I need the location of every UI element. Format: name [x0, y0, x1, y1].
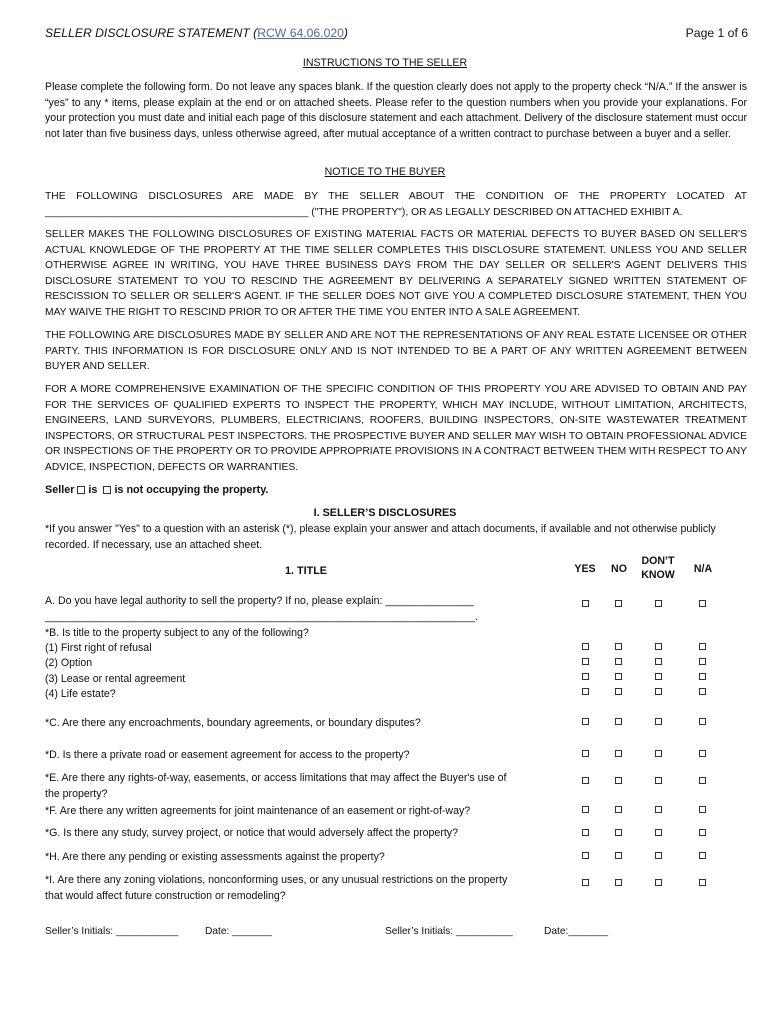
- col-dont-know-line2: KNOW: [641, 569, 675, 581]
- b4-yes-checkbox[interactable]: [582, 688, 589, 695]
- b1-yes-checkbox[interactable]: [582, 643, 589, 650]
- c-dont-know-checkbox[interactable]: [655, 718, 662, 725]
- b2-no-checkbox[interactable]: [615, 658, 622, 665]
- h-yes-checkbox[interactable]: [582, 852, 589, 859]
- h-no-checkbox[interactable]: [615, 852, 622, 859]
- i-dont-know-checkbox[interactable]: [655, 879, 662, 886]
- instructions-heading: INSTRUCTIONS TO THE SELLER: [302, 57, 468, 69]
- e-dont-know-checkbox[interactable]: [655, 777, 662, 784]
- b4-na-checkbox[interactable]: [699, 688, 706, 695]
- b1-no-checkbox[interactable]: [615, 643, 622, 650]
- seller-initials-1[interactable]: Seller’s Initials: ___________: [45, 926, 179, 937]
- d-na-checkbox[interactable]: [699, 750, 706, 757]
- question-b: *B. Is title to the property subject to any of the following?: [45, 627, 309, 639]
- e-no-checkbox[interactable]: [615, 777, 622, 784]
- b2-dont-know-checkbox[interactable]: [655, 658, 662, 665]
- question-h: *H. Are there any pending or existing assessments against the property?: [45, 851, 385, 863]
- notice-heading: NOTICE TO THE BUYER: [324, 166, 446, 178]
- seller-initials-2[interactable]: Seller’s Initials: __________: [385, 926, 513, 937]
- b4-no-checkbox[interactable]: [615, 688, 622, 695]
- b3-yes-checkbox[interactable]: [582, 673, 589, 680]
- e-yes-checkbox[interactable]: [582, 777, 589, 784]
- col-yes: YES: [574, 563, 596, 575]
- d-no-checkbox[interactable]: [615, 750, 622, 757]
- title-subsection-heading: 1. TITLE: [285, 565, 327, 577]
- notice-p2: SELLER MAKES THE FOLLOWING DISCLOSURES OF EXISTING MATERIAL FACTS OR MATERIAL DEFECTS TO BUYER BASED ON SELLER'S ACTUAL KNOWLEDGE OF THE PROPERTY AT THE TIME SELLER COMPLETES THIS DISCLOSURE STATEMENT. UNLESS YOU AND SELLER OTHERWISE AGREE IN WRITING, YOU HAVE THREE BUSINESS DAYS FROM THE DAY SELLER OR SELLER'S AGENT DELIVERS THIS DISCLOSURE STATEMENT TO YOU TO RESCIND THE AGREEMENT BY DELIVERING A SEPARATELY SIGNED WRITTEN STATEMENT OF RESCISSION TO SELLER OR SELLER'S AGENT. IF THE SELLER DOES NOT GIVE YOU A COMPLETED DISCLOSURE STATEMENT, THEN YOU MAY WAIVE THE RIGHT TO RESCIND PRIOR TO OR AFTER THE TIME YOU ENTER INTO A SALE AGREEMENT.: [45, 229, 747, 318]
- i-yes-checkbox[interactable]: [582, 879, 589, 886]
- question-g: *G. Is there any study, survey project, or notice that would adversely affect the property?: [45, 827, 458, 839]
- d-dont-know-checkbox[interactable]: [655, 750, 662, 757]
- title-text: SELLER DISCLOSURE STATEMENT: [45, 26, 250, 40]
- question-e-line1: *E. Are there any rights-of-way, easements, or access limitations that may affect the Buyer's use of: [45, 772, 507, 784]
- b2-na-checkbox[interactable]: [699, 658, 706, 665]
- c-no-checkbox[interactable]: [615, 718, 622, 725]
- section-intro: *If you answer "Yes" to a question with an asterisk (*), please explain your answer and attach documents, if available and not otherwise publicly recorded. If necessary, use an attached sheet.: [45, 523, 716, 551]
- col-dont-know-line1: DON’T: [641, 555, 675, 567]
- question-c: *C. Are there any encroachments, boundary agreements, or boundary disputes?: [45, 717, 421, 729]
- page-number: Page 1 of 6: [685, 26, 748, 40]
- date-1[interactable]: Date: _______: [205, 926, 272, 937]
- question-b2: (2) Option: [45, 657, 93, 669]
- notice-p3: THE FOLLOWING ARE DISCLOSURES MADE BY SELLER AND ARE NOT THE REPRESENTATIONS OF ANY REAL ESTATE LICENSEE OR OTHER PARTY. THIS INFORMATION IS FOR DISCLOSURE ONLY AND IS NOT INTENDED TO BE A PART OF ANY WRITTEN AGREEMENT BETWEEN BUYER AND SELLER.: [45, 330, 747, 373]
- section-heading: I. SELLER’S DISCLOSURES: [313, 507, 457, 519]
- f-na-checkbox[interactable]: [699, 806, 706, 813]
- i-na-checkbox[interactable]: [699, 879, 706, 886]
- question-a-line2: _________________________________________________________________________.: [45, 611, 479, 623]
- i-no-checkbox[interactable]: [615, 879, 622, 886]
- b3-dont-know-checkbox[interactable]: [655, 673, 662, 680]
- g-dont-know-checkbox[interactable]: [655, 829, 662, 836]
- a-no-checkbox[interactable]: [615, 600, 622, 607]
- c-na-checkbox[interactable]: [699, 718, 706, 725]
- a-dont-know-checkbox[interactable]: [655, 600, 662, 607]
- question-b4: (4) Life estate?: [45, 688, 116, 700]
- b2-yes-checkbox[interactable]: [582, 658, 589, 665]
- question-f: *F. Are there any written agreements for joint maintenance of an easement or right-of-way?: [45, 805, 471, 817]
- occupancy-seller: Seller: [45, 484, 75, 496]
- a-yes-checkbox[interactable]: [582, 600, 589, 607]
- question-b3: (3) Lease or rental agreement: [45, 673, 186, 685]
- notice-p4: FOR A MORE COMPREHENSIVE EXAMINATION OF THE SPECIFIC CONDITION OF THIS PROPERTY YOU ARE ADVISED TO OBTAIN AND PAY FOR THE SERVICES OF QUALIFIED EXPERTS TO INSPECT THE PROPERTY, WHICH MAY INCLUDE, WITHOUT LIMITATION, ARCHITECTS, ENGINEERS, LAND SURVEYORS, PLUMBERS, ELECTRICIANS, ROOFERS, BUILDING INSPECTORS, ON-SITE WASTEWATER TREATMENT INSPECTORS, OR STRUCTURAL PEST INSPECTORS. THE PROSPECTIVE BUYER AND SELLER MAY WISH TO OBTAIN PROFESSIONAL ADVICE OR INSPECTIONS OF THE PROPERTY OR TO PROVIDE APPROPRIATE PROVISIONS IN A CONTRACT BETWEEN THEM WITH RESPECT TO ANY ADVICE, INSPECTION, DEFECTS OR WARRANTIES.: [45, 384, 747, 473]
- rcw-close-paren: ): [343, 26, 348, 40]
- g-no-checkbox[interactable]: [615, 829, 622, 836]
- occupancy-is-checkbox[interactable]: [77, 486, 85, 494]
- col-dont-know: [636, 554, 680, 582]
- question-i-line1: *I. Are there any zoning violations, nonconforming uses, or any unusual restrictions on the property: [45, 874, 508, 886]
- c-yes-checkbox[interactable]: [582, 718, 589, 725]
- notice-p1-line1: THE FOLLOWING DISCLOSURES ARE MADE BY THE SELLER ABOUT THE CONDITION OF THE PROPERTY LOCATED AT: [45, 191, 747, 202]
- g-na-checkbox[interactable]: [699, 829, 706, 836]
- occupancy-is: is: [88, 484, 98, 496]
- notice-p1-line2: ______________________________________________ ("THE PROPERTY"), OR AS LEGALLY DESCRIBED ON ATTACHED EXHIBIT A.: [45, 207, 683, 218]
- occupancy-line: [45, 484, 268, 496]
- document-title: [45, 26, 348, 40]
- question-i-line2: that would affect future construction or remodeling?: [45, 890, 286, 902]
- col-na: N/A: [693, 563, 713, 575]
- occupancy-is-not-checkbox[interactable]: [103, 486, 111, 494]
- f-no-checkbox[interactable]: [615, 806, 622, 813]
- question-b1: (1) First right of refusal: [45, 642, 152, 654]
- h-dont-know-checkbox[interactable]: [655, 852, 662, 859]
- b4-dont-know-checkbox[interactable]: [655, 688, 662, 695]
- h-na-checkbox[interactable]: [699, 852, 706, 859]
- rcw-link[interactable]: RCW 64.06.020: [257, 26, 344, 40]
- question-d: *D. Is there a private road or easement agreement for access to the property?: [45, 749, 410, 761]
- a-na-checkbox[interactable]: [699, 600, 706, 607]
- d-yes-checkbox[interactable]: [582, 750, 589, 757]
- rcw-open-paren: (: [253, 26, 258, 40]
- b3-no-checkbox[interactable]: [615, 673, 622, 680]
- question-e-line2: the property?: [45, 788, 108, 800]
- b3-na-checkbox[interactable]: [699, 673, 706, 680]
- g-yes-checkbox[interactable]: [582, 829, 589, 836]
- instructions-text: Please complete the following form. Do not leave any spaces blank. If the question clearly does not apply to the property check “N/A.” If the answer is “yes” to any * items, please explain at the end or on attached sheets. Please refer to the question numbers when you provide your explanations. For your protection you must date and initial each page of this disclosure statement and each attachment. Delivery of the disclosure statement must occur not later than five business days, unless otherwise agreed, after mutual acceptance of a written contract to purchase between a buyer and a seller.: [45, 81, 747, 140]
- f-yes-checkbox[interactable]: [582, 806, 589, 813]
- b1-na-checkbox[interactable]: [699, 643, 706, 650]
- question-a-line1: A. Do you have legal authority to sell the property? If no, please explain: _______________: [45, 595, 474, 607]
- date-2[interactable]: Date:_______: [544, 926, 609, 937]
- b1-dont-know-checkbox[interactable]: [655, 643, 662, 650]
- col-no: NO: [611, 563, 627, 575]
- e-na-checkbox[interactable]: [699, 777, 706, 784]
- f-dont-know-checkbox[interactable]: [655, 806, 662, 813]
- occupancy-is-not: is not occupying the property.: [114, 484, 269, 496]
